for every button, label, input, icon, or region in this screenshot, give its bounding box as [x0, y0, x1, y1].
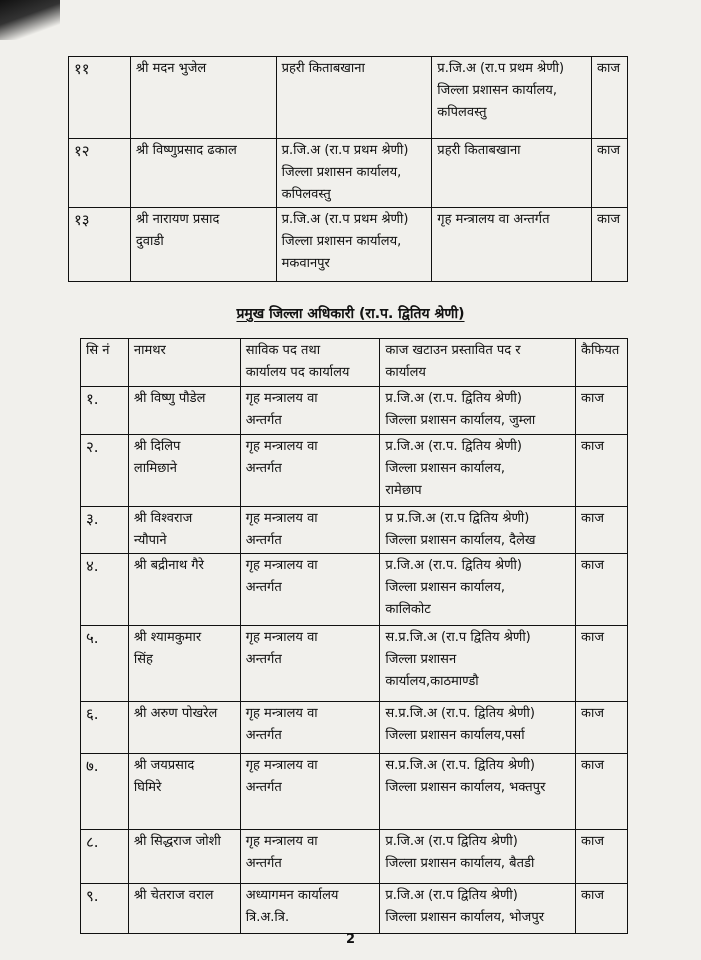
- header-remark: कैफियत: [575, 339, 627, 387]
- official-name: श्री दिलिप लामिछाने: [128, 435, 240, 507]
- table-row: [81, 387, 628, 435]
- serial-number: ११: [69, 57, 131, 139]
- header-name: नामथर: [128, 339, 240, 387]
- table-row: [81, 702, 628, 754]
- official-name: श्री विष्णुप्रसाद ढकाल: [130, 139, 276, 208]
- remark: काज: [591, 139, 627, 208]
- current-post: प्र.जि.अ (रा.प प्रथम श्रेणी) जिल्ला प्रशासन कार्यालय, मकवानपुर: [276, 208, 432, 282]
- serial-number: १.: [81, 387, 129, 435]
- official-name: श्री विष्णु पौडेल: [128, 387, 240, 435]
- section-heading-text: प्रमुख जिल्ला अधिकारी (रा.प. द्वितिय श्रेणी): [236, 306, 465, 322]
- serial-number: ९.: [81, 884, 129, 934]
- table-row: [69, 57, 628, 139]
- current-post: गृह मन्त्रालय वा अन्तर्गत: [240, 554, 380, 626]
- official-name: श्री मदन भुजेल: [130, 57, 276, 139]
- remark: काज: [575, 830, 627, 884]
- remark: काज: [591, 57, 627, 139]
- table-row: [81, 884, 628, 934]
- proposed-post: स.प्र.जि.अ (रा.प द्वितिय श्रेणी) जिल्ला प्रशासन कार्यालय,काठमाण्डौ: [380, 626, 576, 702]
- remark: काज: [591, 208, 627, 282]
- serial-number: ३.: [81, 507, 129, 554]
- serial-number: ६.: [81, 702, 129, 754]
- table-row: [69, 139, 628, 208]
- table-row: [81, 830, 628, 884]
- remark: काज: [575, 387, 627, 435]
- remark: काज: [575, 554, 627, 626]
- remark: काज: [575, 507, 627, 554]
- remark: काज: [575, 626, 627, 702]
- proposed-post: प्रहरी किताबखाना: [432, 139, 592, 208]
- table-row: [81, 554, 628, 626]
- serial-number: २.: [81, 435, 129, 507]
- current-post: गृह मन्त्रालय वा अन्तर्गत: [240, 754, 380, 830]
- official-name: श्री चेतराज वराल: [128, 884, 240, 934]
- official-name: श्री सिद्धराज जोशी: [128, 830, 240, 884]
- table-row: [69, 208, 628, 282]
- remark: काज: [575, 435, 627, 507]
- page-number: 2: [345, 932, 356, 947]
- transfer-table-top: [68, 56, 628, 282]
- remark: काज: [575, 702, 627, 754]
- proposed-post: स.प्र.जि.अ (रा.प. द्वितिय श्रेणी) जिल्ला प्रशासन कार्यालय, भक्तपुर: [380, 754, 576, 830]
- remark: काज: [575, 754, 627, 830]
- current-post: गृह मन्त्रालय वा अन्तर्गत: [240, 387, 380, 435]
- proposed-post: गृह मन्त्रालय वा अन्तर्गत: [432, 208, 592, 282]
- header-serial: सि नं: [81, 339, 129, 387]
- current-post: गृह मन्त्रालय वा अन्तर्गत: [240, 626, 380, 702]
- section-heading: [0, 304, 701, 323]
- table-row: [81, 507, 628, 554]
- table-header-row: [81, 339, 628, 387]
- current-post: प्र.जि.अ (रा.प प्रथम श्रेणी) जिल्ला प्रशासन कार्यालय, कपिलवस्तु: [276, 139, 432, 208]
- current-post: गृह मन्त्रालय वा अन्तर्गत: [240, 435, 380, 507]
- proposed-post: प्र.जि.अ (रा.प द्वितिय श्रेणी) जिल्ला प्रशासन कार्यालय, बैतडी: [380, 830, 576, 884]
- official-name: श्री बद्रीनाथ गैरे: [128, 554, 240, 626]
- proposed-post: प्र.जि.अ (रा.प. द्वितिय श्रेणी) जिल्ला प्रशासन कार्यालय, रामेछाप: [380, 435, 576, 507]
- header-current-post: साविक पद तथा कार्यालय पद कार्यालय: [240, 339, 380, 387]
- transfer-table-main: [80, 338, 628, 934]
- table-row: [81, 626, 628, 702]
- proposed-post: प्र प्र.जि.अ (रा.प द्वितिय श्रेणी) जिल्ला प्रशासन कार्यालय, दैलेख: [380, 507, 576, 554]
- proposed-post: प्र.जि.अ (रा.प. द्वितिय श्रेणी) जिल्ला प्रशासन कार्यालय, कालिकोट: [380, 554, 576, 626]
- table-row: [81, 435, 628, 507]
- table-row: [81, 754, 628, 830]
- remark: काज: [575, 884, 627, 934]
- current-post: गृह मन्त्रालय वा अन्तर्गत: [240, 702, 380, 754]
- serial-number: ४.: [81, 554, 129, 626]
- serial-number: ८.: [81, 830, 129, 884]
- official-name: श्री जयप्रसाद घिमिरे: [128, 754, 240, 830]
- official-name: श्री नारायण प्रसाद दुवाडी: [130, 208, 276, 282]
- scan-shadow: [0, 0, 60, 40]
- proposed-post: स.प्र.जि.अ (रा.प. द्वितिय श्रेणी) जिल्ला प्रशासन कार्यालय,पर्सा: [380, 702, 576, 754]
- header-proposed-post: काज खटाउन प्रस्तावित पद र कार्यालय: [380, 339, 576, 387]
- serial-number: १३: [69, 208, 131, 282]
- proposed-post: प्र.जि.अ (रा.प प्रथम श्रेणी) जिल्ला प्रशासन कार्यालय, कपिलवस्तु: [432, 57, 592, 139]
- serial-number: ५.: [81, 626, 129, 702]
- current-post: गृह मन्त्रालय वा अन्तर्गत: [240, 507, 380, 554]
- proposed-post: प्र.जि.अ (रा.प. द्वितिय श्रेणी) जिल्ला प्रशासन कार्यालय, जुम्ला: [380, 387, 576, 435]
- current-post: प्रहरी किताबखाना: [276, 57, 432, 139]
- proposed-post: प्र.जि.अ (रा.प द्वितिय श्रेणी) जिल्ला प्रशासन कार्यालय, भोजपुर: [380, 884, 576, 934]
- current-post: अध्यागमन कार्यालय त्रि.अ.त्रि.: [240, 884, 380, 934]
- serial-number: ७.: [81, 754, 129, 830]
- official-name: श्री श्यामकुमार सिंह: [128, 626, 240, 702]
- official-name: श्री अरुण पोखरेल: [128, 702, 240, 754]
- serial-number: १२: [69, 139, 131, 208]
- current-post: गृह मन्त्रालय वा अन्तर्गत: [240, 830, 380, 884]
- official-name: श्री विश्वराज न्यौपाने: [128, 507, 240, 554]
